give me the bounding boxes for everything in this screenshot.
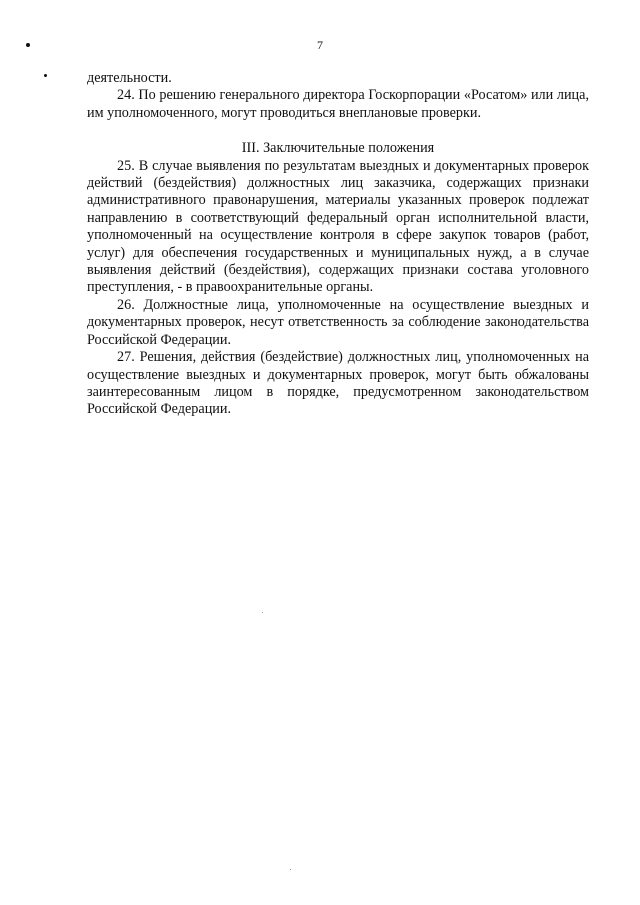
document-body (87, 70, 589, 419)
page-number: 7 (317, 38, 323, 52)
paragraph-26: 26. Должностные лица, уполномоченные на осуществление выездных и документарных проверок, несут ответственность за соблюдение законодательства Российской Федерации. (87, 296, 589, 348)
paragraph-24: 24. По решению генерального директора Госкорпорации «Росатом» или лица, им уполномоченного, могут проводиться внеплановые проверки. (87, 87, 589, 121)
section-title: III. Заключительные положения (241, 140, 435, 157)
paragraph-continuation: деятельности. (87, 70, 172, 86)
scan-speck (290, 869, 291, 870)
scan-mark (44, 74, 47, 77)
paragraph-25: 25. В случае выявления по результатам выездных и документарных проверок действий (бездействия) должностных лиц заказчика, содержащих признаки административного правонарушения, материалы указанных проверок подлежат направлению в соответствующий федеральный орган исполнительной власти, уполномоченный на осуществление контроля в сфере закупок товаров (работ, услуг) для обеспечения государственных и муниципальных нужд, а в случае выявления действий (бездействия), содержащих признаки состава уголовного преступления, - в правоохранительные органы. (87, 157, 589, 296)
paragraph-27: 27. Решения, действия (бездействие) должностных лиц, уполномоченных на осуществление выездных и документарных проверок, могут быть обжалованы заинтересованным лицом в порядке, предусмотренном законодательством Российской Федерации. (87, 349, 589, 418)
scan-speck (262, 612, 263, 613)
